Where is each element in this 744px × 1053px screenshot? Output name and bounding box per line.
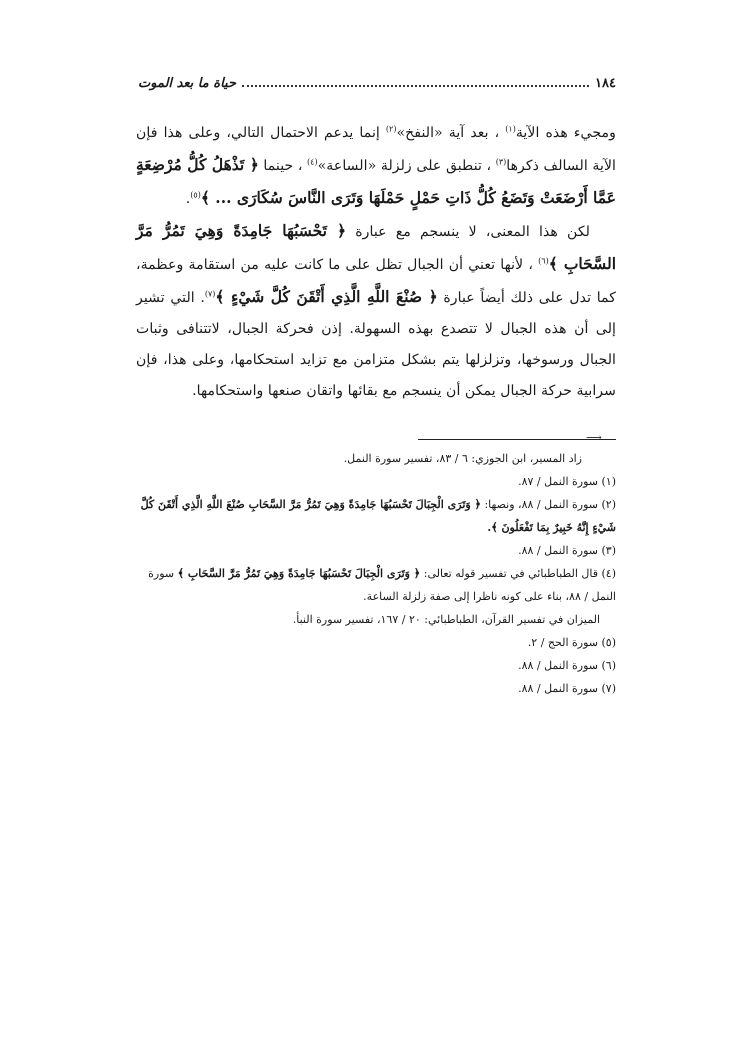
footnote-1: (١) سورة النمل / ٨٧. xyxy=(518,475,616,488)
footnote-ref: (٢) xyxy=(385,124,397,134)
footnote-ref: (١) xyxy=(505,124,516,134)
text-run: . التي تشير إلى أن هذه الجبال لا تتصدع بهذه السهولة. إذن فحركة الجبال، لاتتنافى وثبات الجبال ورسوخها، وتزلزلها يتم بشكل متزامن مع تزايد استحكامها، وعلى هذا، فإن سرابية حركة الجبال يمكن أن ينسجم مع بقائها واتقان صنعها واستحكامها. xyxy=(136,290,616,399)
running-header xyxy=(138,70,616,96)
text-run: ، لأنها تعني أن الجبال تظل على ما كانت عليه من استقامة وعظمة، كما تدل على ذلك أيضاً عبارة xyxy=(136,257,616,306)
footnote-6: (٦) سورة النمل / ٨٨. xyxy=(518,659,616,672)
footnote-ref: (٧) xyxy=(204,289,216,299)
text-run: ، تنطبق على زلزلة «الساعة» xyxy=(317,158,492,174)
header-dot-leader xyxy=(242,85,589,87)
footnote-ref: (٣) xyxy=(495,157,507,167)
paragraph-2 xyxy=(136,215,616,407)
footnote-5: (٥) سورة الحج / ٢. xyxy=(527,636,616,649)
text-run: لكن هذا المعنى، لا ينسجم مع عبارة xyxy=(355,224,590,240)
text-run: ، حينما xyxy=(263,158,303,174)
main-text xyxy=(136,118,616,407)
footnote-2 xyxy=(136,493,616,539)
quran-quote: ﴿ صُنْعَ اللَّهِ الَّذِي أَتْقَنَ كُلَّ شَيْءٍ ﴾ xyxy=(215,287,438,306)
footnotes xyxy=(136,447,616,700)
footnote-ref: (٤) xyxy=(307,157,318,167)
quran-quote: ﴿ وَتَرَى الْجِبَالَ تَحْسَبُهَا جَامِدَةً وَهِيَ تَمُرُّ مَرَّ السَّحَابِ ﴾ xyxy=(177,567,421,580)
page-number: ١٨٤ xyxy=(595,75,616,91)
footnote-text: سورة النمل / ٨٨، بناء على كونه ناظرا إلى صفة زلزلة الساعة. xyxy=(148,567,616,603)
footnote-3: (٣) سورة النمل / ٨٨. xyxy=(518,544,616,557)
text-run: ، بعد آية «النفخ» xyxy=(396,125,500,141)
quran-quote: ﴿ تَحْسَبُهَا جَامِدَةً وَهِيَ تَمُرُّ مَرَّ السَّحَابِ ﴾ xyxy=(136,221,617,273)
text-run: إنما يدعم الاحتمال التالي، وعلى هذا فإن الآية السالف ذكرها xyxy=(136,125,616,174)
footnote-4-source: الميزان في تفسير القرآن، الطباطبائي: ٢٠ / ١٦٧، تفسير سورة النبأ. xyxy=(292,613,600,626)
footnote-ref: (٦) xyxy=(538,256,549,266)
footnote-7: (٧) سورة النمل / ٨٨. xyxy=(518,682,616,695)
footnote-source-continued: زاد المسير، ابن الجوزي: ٦ / ٨٣، تفسير سورة النمل. xyxy=(343,452,582,465)
quran-quote: ﴿ وَتَرَى الْجِبَالَ تَحْسَبُهَا جَامِدَةً وَهِيَ تَمُرُّ مَرَّ السَّحَابِ صُنْعَ اللَّهِ الَّذِي أَتْقَنَ كُلَّ شَيْءٍ إِنَّهُ خَبِيرٌ بِمَا تَفْعَلُونَ ﴾. xyxy=(140,498,616,534)
footnote-4 xyxy=(136,562,616,608)
separator-arrow-icon: ⟶ xyxy=(586,431,602,444)
footnote-text: (٤) قال الطباطبائي في تفسير قوله تعالى: xyxy=(423,567,616,580)
text-run: . xyxy=(185,191,191,207)
text-run: ومجيء هذه الآية xyxy=(515,125,616,141)
paragraph-1 xyxy=(136,118,616,215)
book-title: حياة ما بعد الموت xyxy=(138,75,236,91)
footnote-ref: (٥) xyxy=(190,190,201,200)
quran-quote: ﴿ تَذْهَلُ كُلُّ مُرْضِعَةٍ عَمَّا أَرْضَعَتْ وَتَضَعُ كُلُّ ذَاتِ حَمْلٍ حَمْلَهَا وَتَرَى النَّاسَ سُكَارَى ... ﴾ xyxy=(136,155,616,207)
footnote-text: (٢) سورة النمل / ٨٨، ونصها: xyxy=(484,498,616,511)
